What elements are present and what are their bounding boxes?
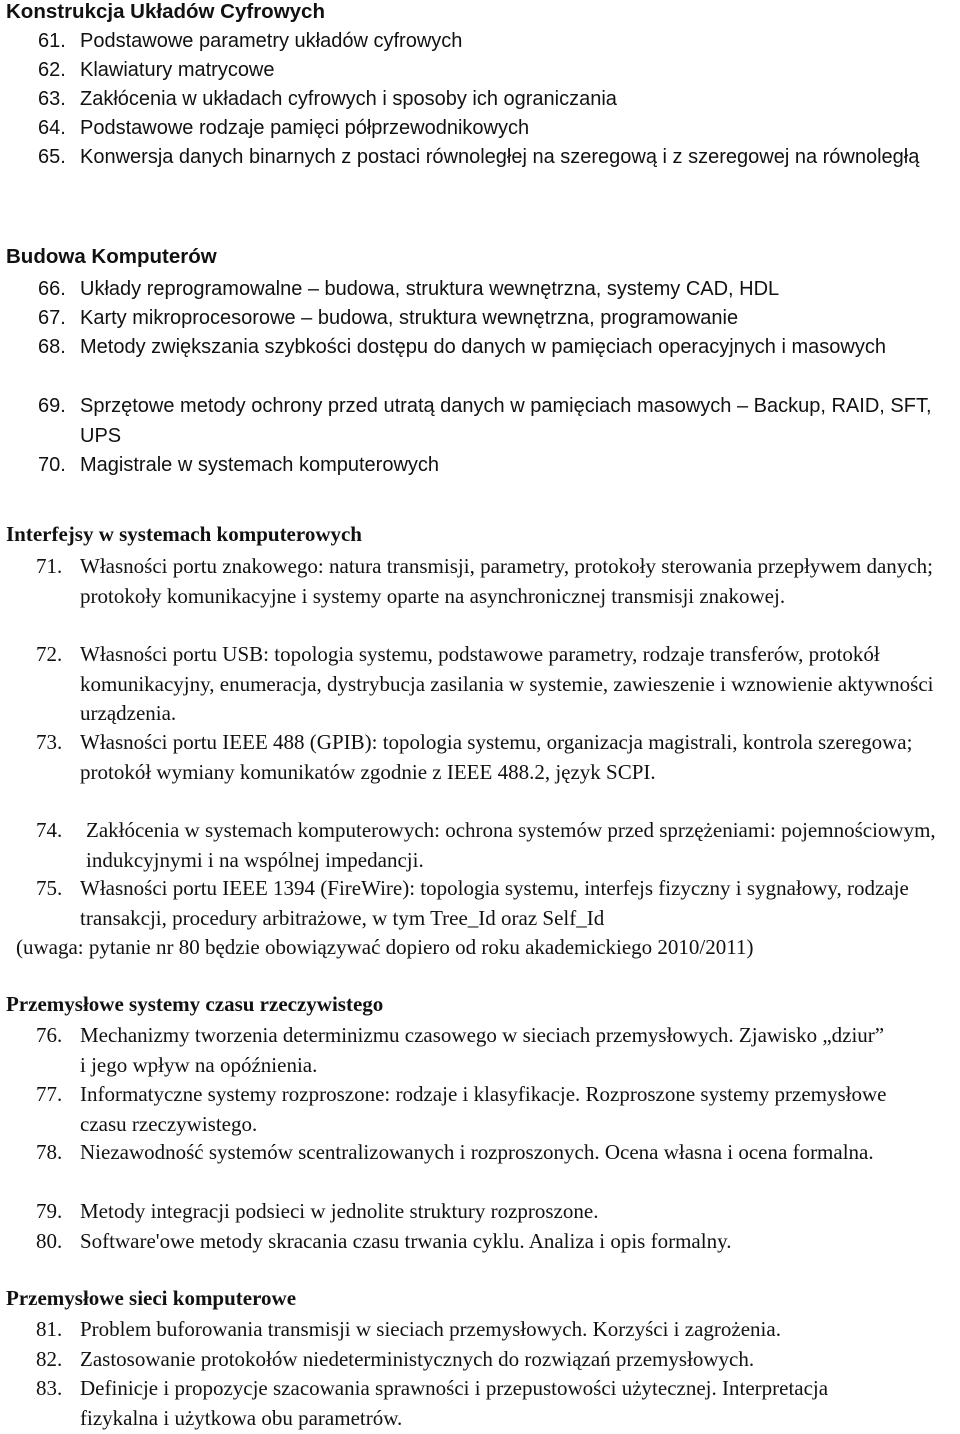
item-number: 69. — [38, 395, 66, 417]
item-number: 74. — [36, 818, 63, 842]
item-text: Sprzętowe metody ochrony przed utratą danych w pamięciach masowych – Backup, RAID, SFT, UPS — [80, 395, 932, 447]
section-title-interfejsy: Interfejsy w systemach komputerowych — [6, 522, 362, 546]
item-text: Software'owe metody skracania czasu trwania cyklu. Analiza i opis formalny. — [80, 1229, 732, 1253]
item-text: Problem buforowania transmisji w sieciach przemysłowych. Korzyści i zagrożenia. — [80, 1317, 781, 1341]
item-text: Własności portu USB: topologia systemu, podstawowe parametry, rodzaje transferów, protokół komunikacyjny, enumeracja, dystrybucja zasilania w systemie, zawieszenie i wznowienie aktywności urządzenia. — [80, 642, 934, 725]
item-text: Mechanizmy tworzenia determinizmu czasowego w sieciach przemysłowych. Zjawisko „dziur” i jego wpływ na opóźnienia. — [80, 1023, 885, 1077]
item-number: 73. — [36, 730, 63, 754]
item-text: Klawiatury matrycowe — [80, 59, 275, 81]
item-text: Magistrale w systemach komputerowych — [80, 454, 440, 476]
section-title-sieci: Przemysłowe sieci komputerowe — [6, 1286, 297, 1310]
item-text: Układy reprogramowalne – budowa, struktura wewnętrzna, systemy CAD, HDL — [80, 278, 780, 300]
item-number: 70. — [38, 454, 66, 476]
item-text: Konwersja danych binarnych z postaci równoległej na szeregową i z szeregowej na równoległą — [80, 146, 920, 168]
item-text: Własności portu IEEE 488 (GPIB): topologia systemu, organizacja magistrali, kontrola szeregowa; protokół wymiany komunikatów zgodnie z IEEE 488.2, język SCPI. — [80, 730, 913, 784]
item-number: 83. — [36, 1376, 63, 1400]
item-text: Metody integracji podsieci w jednolite struktury rozproszone. — [80, 1199, 599, 1223]
item-number: 66. — [38, 278, 66, 300]
item-number: 79. — [36, 1199, 63, 1223]
item-number: 71. — [36, 554, 63, 578]
item-number: 63. — [38, 88, 66, 110]
item-number: 81. — [36, 1317, 63, 1341]
item-number: 77. — [36, 1082, 63, 1106]
item-number: 68. — [38, 336, 66, 358]
item-text: Zakłócenia w układach cyfrowych i sposoby ich ograniczania — [80, 88, 617, 110]
item-number: 61. — [38, 30, 66, 52]
item-number: 62. — [38, 59, 66, 81]
item-text: Własności portu znakowego: natura transmisji, parametry, protokoły sterowania przepływem danych; protokoły komunikacyjne i systemy oparte na asynchronicznej transmisji znakowej. — [80, 554, 933, 608]
note-text: (uwaga: pytanie nr 80 będzie obowiązywać dopiero od roku akademickiego 2010/2011) — [16, 935, 754, 959]
item-number: 65. — [38, 146, 66, 168]
item-text: Podstawowe rodzaje pamięci półprzewodnikowych — [80, 117, 530, 139]
item-number: 76. — [36, 1023, 63, 1047]
item-text: Podstawowe parametry układów cyfrowych — [80, 30, 463, 52]
item-text: Definicje i propozycje szacowania sprawności i przepustowości użytecznej. Interpretacja fizykalna i użytkowa obu parametrów. — [80, 1376, 829, 1430]
section-title-konstrukcja: Konstrukcja Układów Cyfrowych — [6, 0, 325, 23]
section-title-budowa: Budowa Komputerów — [6, 245, 217, 268]
item-text: Metody zwiększania szybkości dostępu do danych w pamięciach operacyjnych i masowych — [80, 336, 886, 358]
item-number: 82. — [36, 1347, 63, 1371]
item-text: Karty mikroprocesorowe – budowa, struktura wewnętrzna, programowanie — [80, 307, 739, 329]
item-text: Zastosowanie protokołów niedeterministycznych do rozwiązań przemysłowych. — [80, 1347, 755, 1371]
section-title-systemy-czasu: Przemysłowe systemy czasu rzeczywistego — [6, 992, 384, 1016]
item-text: Zakłócenia w systemach komputerowych: ochrona systemów przed sprzężeniami: pojemnościowym, indukcyjnymi i na wspólnej impedancji. — [86, 818, 936, 872]
item-number: 67. — [38, 307, 66, 329]
item-number: 78. — [36, 1140, 63, 1164]
item-number: 72. — [36, 642, 63, 666]
item-number: 64. — [38, 117, 66, 139]
item-text: Własności portu IEEE 1394 (FireWire): topologia systemu, interfejs fizyczny i sygnałowy, rodzaje transakcji, procedury arbitrażowe, w tym Tree_Id oraz Self_Id — [80, 876, 909, 930]
item-number: 80. — [36, 1229, 63, 1253]
item-text: Niezawodność systemów scentralizowanych i rozproszonych. Ocena własna i ocena formalna. — [80, 1140, 874, 1164]
item-text: Informatyczne systemy rozproszone: rodzaje i klasyfikacje. Rozproszone systemy przemysłowe czasu rzeczywistego. — [80, 1082, 887, 1136]
item-number: 75. — [36, 876, 63, 900]
